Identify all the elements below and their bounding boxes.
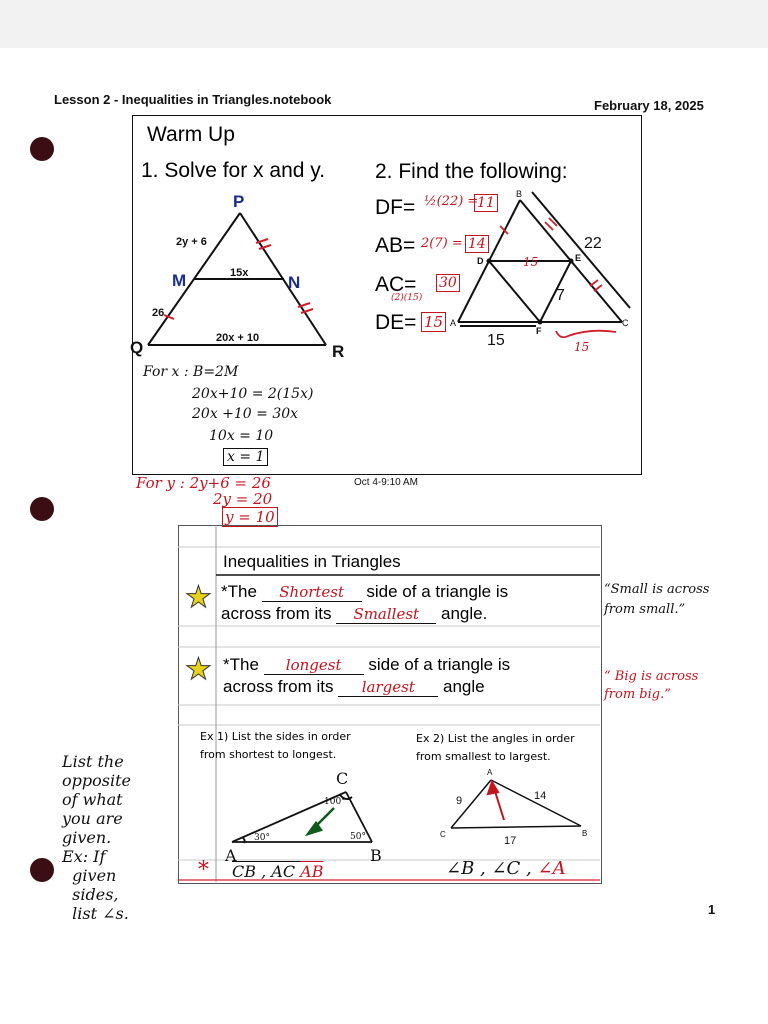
quote-small: “Small is across from small.”: [604, 582, 710, 617]
ex2-side-ab-label: 14: [534, 790, 547, 802]
question-1: 1. Solve for x and y.: [141, 159, 326, 182]
work-x-line-2: 20x+10 = 2(15x): [192, 386, 314, 402]
notes-title: Inequalities in Triangles: [223, 552, 401, 571]
document-date: February 18, 2025: [594, 98, 704, 113]
de-label: DE=: [375, 311, 417, 334]
example-1-answer: [232, 862, 323, 881]
vertex-b2-label: B: [516, 189, 523, 199]
example-2-triangle: [434, 764, 604, 854]
rule-1-prefix: *The: [221, 582, 257, 601]
rule-1-line-2: [221, 604, 487, 624]
de-answer: 15: [421, 312, 446, 332]
rule-2-blank-largest: largest: [338, 678, 438, 697]
vertex-a2-label: A: [450, 318, 457, 328]
page-number: 1: [708, 902, 716, 917]
vertex-r-label: R: [332, 342, 345, 361]
ex2-vertex-b-label: B: [582, 829, 588, 838]
vertex-n-label: N: [288, 273, 301, 292]
ex1-answer-part2: AB: [300, 862, 324, 881]
df-work: ½(22) =: [424, 194, 479, 209]
side-mn-label: 15x: [230, 267, 249, 279]
triangle-pqr-figure: [130, 185, 370, 365]
ac-answer: 30: [436, 274, 460, 292]
y-answer-box: y = 10: [222, 507, 278, 527]
question-2: 2. Find the following:: [375, 160, 568, 183]
vertex-f-label: F: [536, 326, 542, 336]
warmup-heading: Warm Up: [147, 123, 235, 146]
side-mq-label: 26: [152, 307, 165, 319]
document-title: Lesson 2 - Inequalities in Triangles.notebook: [54, 92, 332, 107]
timestamp: Oct 4-9:10 AM: [354, 477, 418, 488]
star-icon-rule-1: ★: [185, 581, 212, 614]
rule-2-blank-longest: longest: [264, 656, 364, 675]
rule-2-suffix: angle: [443, 677, 485, 696]
ab-answer: 14: [465, 235, 489, 253]
vertex-d-label: D: [477, 256, 484, 266]
rule-2-prefix: *The: [223, 655, 259, 674]
example-1-triangle: [222, 766, 392, 866]
ex1-vertex-b-label: B: [370, 846, 382, 865]
ex1-angle-c-label: 100°: [324, 797, 346, 807]
ex2-vertex-a-label: A: [487, 768, 493, 777]
vertex-e-label: E: [575, 253, 582, 263]
work-y-line-2: 2y = 20: [213, 490, 273, 508]
ex1-vertex-a-label: A: [225, 846, 237, 865]
punch-hole-top: [30, 137, 54, 161]
ex2-vertex-c-label: C: [440, 830, 446, 839]
ac-label: AC=: [375, 273, 417, 296]
ex1-vertex-c-label: C: [336, 769, 349, 788]
star-icon-rule-2: ★: [185, 653, 212, 686]
rule-2-line-2: [223, 677, 485, 697]
x-answer-box: x = 1: [223, 448, 268, 466]
quote-big: “ Big is across from big.”: [604, 669, 699, 702]
rule-1-blank-shortest: Shortest: [262, 583, 362, 602]
side-ef-label: 7: [556, 287, 565, 304]
rule-1-line-1: [221, 582, 508, 602]
side-de-label: 15: [523, 255, 539, 269]
rule-1-suffix: angle.: [441, 604, 488, 623]
answer-asterisk: *: [198, 858, 209, 883]
ab-work: 2(7) =: [421, 236, 463, 251]
rule-1-across: across from its: [221, 604, 332, 623]
rule-2-line-1: [223, 655, 510, 675]
rule-2-middle: side of a triangle is: [368, 655, 511, 674]
rule-2-across: across from its: [223, 677, 334, 696]
work-x-line-3: 20x +10 = 30x: [192, 406, 299, 422]
vertex-p-label: P: [233, 192, 245, 211]
margin-side-note: List the opposite of what you are given. Ex: If given sides, list ∠s.: [62, 752, 131, 923]
side-af-label: 15: [487, 332, 505, 349]
rule-1-blank-smallest: Smallest: [336, 605, 436, 624]
ex1-answer-part1: CB , AC: [232, 862, 296, 881]
work-x-line-4: 10x = 10: [209, 428, 274, 444]
side-qr-label: 20x + 10: [216, 332, 260, 344]
scan-top-edge: [0, 0, 768, 48]
ac-note: (2)(15): [391, 293, 423, 303]
ex1-angle-a-label: 30°: [254, 833, 270, 843]
df-answer: 11: [474, 194, 498, 212]
side-fc-label: 15: [574, 340, 590, 354]
ex2-answer-part2: ∠A: [537, 858, 566, 879]
df-label: DF=: [375, 196, 416, 219]
vertex-c2-label: C: [622, 318, 629, 328]
work-y-line-1: For y : 2y+6 = 26: [136, 474, 271, 492]
vertex-m-label: M: [172, 271, 187, 290]
example-2-prompt: Ex 2) List the angles in order from smallest to largest.: [416, 732, 575, 763]
vertex-q-label: Q: [130, 338, 144, 357]
ab-label: AB=: [375, 234, 416, 257]
ex2-answer-part1: ∠B , ∠C ,: [446, 858, 532, 879]
ex1-angle-b-label: 50°: [350, 832, 366, 842]
side-pm-label: 2y + 6: [176, 236, 207, 248]
work-x-line-1: For x : B=2M: [143, 364, 239, 380]
triangle-abc-figure: [450, 188, 640, 358]
example-1-prompt: Ex 1) List the sides in order from shortest to longest.: [200, 730, 351, 761]
punch-hole-middle: [30, 497, 54, 521]
ex2-side-ac-label: 9: [456, 795, 463, 807]
ex2-side-cb-label: 17: [504, 835, 517, 847]
example-2-answer: [446, 858, 566, 879]
rule-1-middle: side of a triangle is: [366, 582, 509, 601]
punch-hole-bottom: [30, 858, 54, 882]
side-bc-label: 22: [584, 235, 602, 252]
